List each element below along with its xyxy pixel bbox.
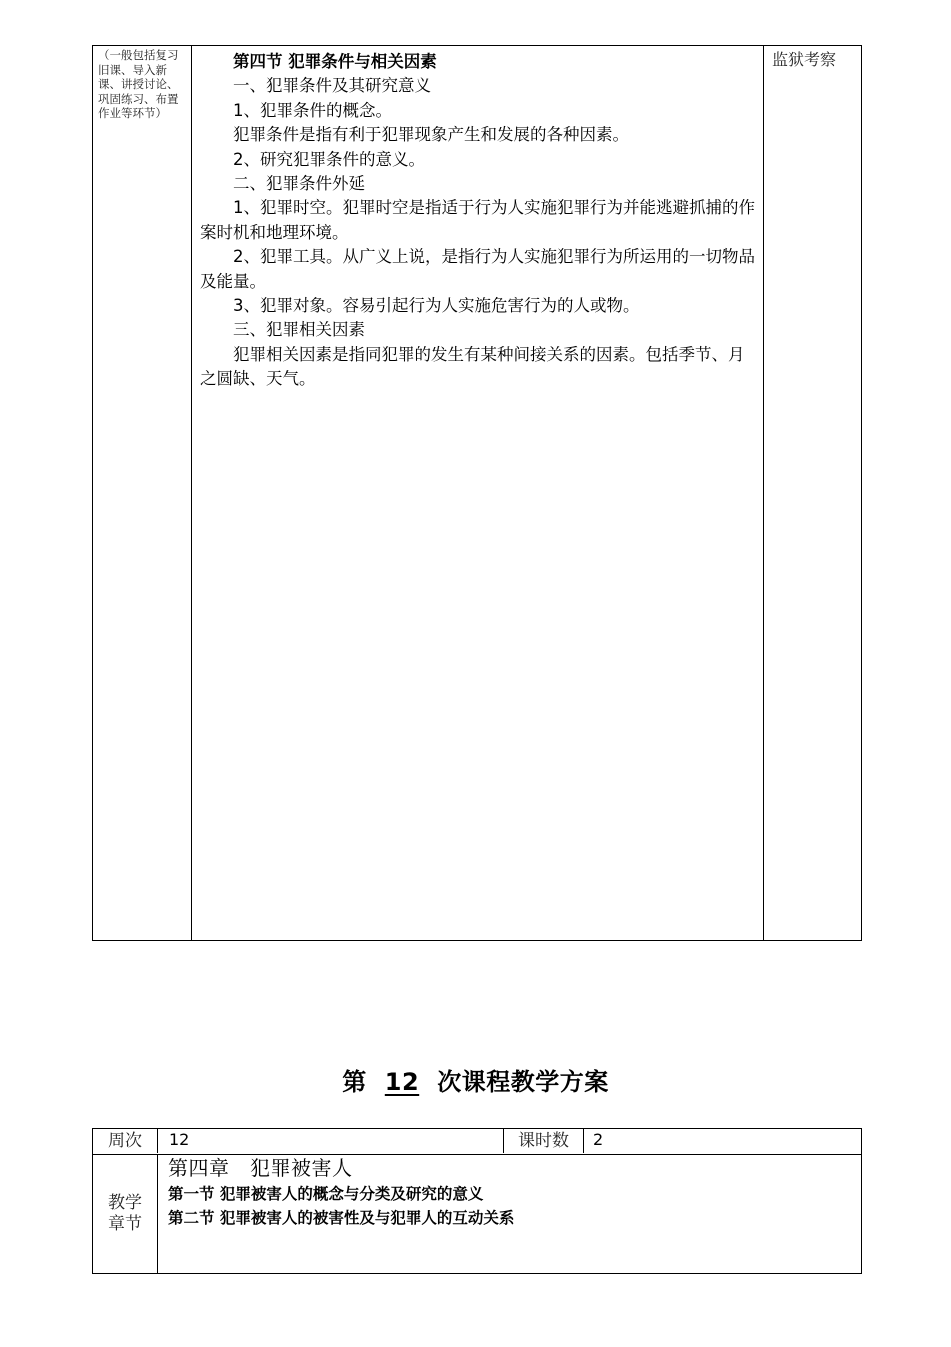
chapter-content-cell	[93, 1155, 861, 1273]
remarks-cell	[763, 46, 861, 940]
content-line: 三、犯罪相关因素	[233, 320, 365, 340]
content-line: 犯罪条件是指有利于犯罪现象产生和发展的各种因素。	[233, 125, 629, 145]
content-line: 2、研究犯罪条件的意义。	[233, 149, 425, 169]
content-line: 1、犯罪时空。犯罪时空是指适于行为人实施犯罪行为并能逃避抓捕的作案时机和地理环境。	[200, 198, 755, 242]
hours-label: 课时数	[503, 1129, 584, 1153]
heading-suffix: 次课程教学方案	[437, 1068, 609, 1096]
content-line: 2、犯罪工具。从广义上说，是指行为人实施犯罪行为所运用的一切物品及能量。	[200, 247, 755, 291]
teaching-process-cell	[93, 46, 192, 940]
plan-table-header-row	[93, 1129, 861, 1155]
heading-prefix: 第	[342, 1068, 367, 1096]
section-item: 第一节 犯罪被害人的概念与分类及研究的意义	[168, 1185, 484, 1203]
content-line: 二、犯罪条件外延	[233, 174, 365, 194]
chapter-label-line: 章节	[108, 1214, 142, 1234]
content-line: 一、犯罪条件及其研究意义	[233, 76, 431, 96]
content-line: 1、犯罪条件的概念。	[233, 100, 392, 120]
lesson-content-table	[92, 45, 862, 941]
week-value: 12	[169, 1130, 190, 1149]
week-label: 周次	[93, 1129, 158, 1153]
teaching-plan-table	[92, 1128, 862, 1274]
chapter-label-line: 教学	[108, 1193, 142, 1213]
plan-heading	[0, 1062, 951, 1097]
lesson-content	[200, 50, 760, 392]
chapter-title: 第四章 犯罪被害人	[168, 1156, 353, 1180]
section-title: 第四节 犯罪条件与相关因素	[233, 52, 437, 71]
remarks-note: 监狱考察	[772, 50, 837, 69]
heading-number: 12	[384, 1068, 420, 1096]
content-line: 犯罪相关因素是指同犯罪的发生有某种间接关系的因素。包括季节、月之圆缺、天气。	[200, 344, 745, 389]
teaching-process-note: （一般包括复习旧课、导入新课、讲授讨论、巩固练习、布置作业等环节）	[98, 48, 179, 120]
content-line: 3、犯罪对象。容易引起行为人实施危害行为的人或物。	[233, 296, 640, 316]
section-item: 第二节 犯罪被害人的被害性及与犯罪人的互动关系	[168, 1209, 515, 1227]
hours-value: 2	[593, 1130, 604, 1149]
